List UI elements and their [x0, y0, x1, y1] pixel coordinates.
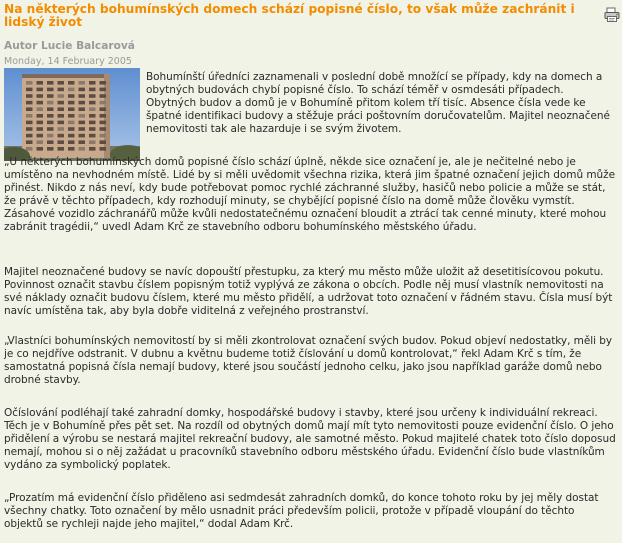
apartment-building-photo — [4, 68, 140, 161]
article-author: Autor Lucie Balcarová — [4, 40, 135, 52]
paragraph-1: Bohumínští úředníci zaznamenali v poslední době množící se případy, kdy na domech a obytných budovách chybí popisné číslo. To schází téměř v osmdesáti případech. Obytných budov a domů je v Bohumíně přitom kolem tří tisíc. Absence čísla vede ke špatné identifikaci budovy a stěžuje práci poštovním doručovatelům. Majitel neoznačené nemovitosti tak ale hazarduje i se svým životem. — [146, 71, 610, 136]
article-title: Na některých bohumínských domech schází popisné číslo, to však může zachránit i lidský život — [4, 2, 575, 29]
print-icon[interactable] — [604, 7, 620, 23]
paragraph-6: „Prozatím má evidenční číslo přiděleno asi sedmdesát zahradních domků, do konce tohoto roku by jej měly dostat všechny chatky. Toto označení by mělo usnadnit práci především policii, protože v případě vloupání do těchto objektů se rychleji najde jeho majitel,“ dodal Adam Krč. — [4, 492, 599, 531]
paragraph-4: „Vlastníci bohumínských nemovitostí by si měli zkontrolovat označení svých budov. Pokud objeví nedostatky, měli by je co nejdříve odstranit. V dubnu a květnu budeme totiž číslování u domů kontrolovat,“ řekl Adam Krč s tím, že samostatná popisná čísla nemají budovy, které jsou součástí jednoho celku, jako jsou například garáže domů nebo drobné stavby. — [4, 335, 613, 387]
paragraph-2: „U některých bohumínských domů popisné číslo schází úplně, někde sice označení je, ale je nečitelné nebo je umístěno na nevhodném místě. Lidé by si měli uvědomit všechna rizika, která jim špatné označení jejich domů může přinést. Nikdo z nás neví, kdy bude potřebovat pomoc rychlé záchranné služby, hasičů nebo policie a může se stát, že právě v těchto případech, kdy rozhodují minuty, se chybějící popisné číslo na domě může člověku vymstít. Zásahové vozidlo záchranářů může kvůli nedostatečnému označení bloudit a ztrácí tak cenné minuty, které mohou zabránit tragédii,“ uvedl Adam Krč ze stavebního odboru bohumínského městského úřadu. — [4, 156, 616, 234]
article-date: Monday, 14 February 2005 — [4, 56, 132, 67]
paragraph-3: Majitel neoznačené budovy se navíc dopouští přestupku, za který mu město může uložit až desetitisícovou pokutu. Povinnost označit stavbu číslem popisným totiž vyplývá ze zákona o obcích. Podle něj musí vlastník nemovitosti na své náklady označit budovu číslem, které mu město přidělí, a udržovat toto označení v řádném stavu. Čísla musí být navíc umístěna tak, aby byla dobře viditelná z veřejného prostranství. — [4, 266, 613, 318]
paragraph-5: Očíslování podléhají také zahradní domky, hospodářské budovy i stavby, které jsou určeny k individuální rekreaci. Těch je v Bohumíně přes pět set. Na rozdíl od obytných domů mají mít tyto nemovitosti pouze evidenční číslo. O jeho přidělení a výrobu se nestará majitel rekreační budovy, ale samotné město. Pokud majitelé chatek toto číslo doposud nemají, mohou si o něj zažádat u pracovníků stavebního odboru městského úřadu. Evidenční číslo bude vlastníkům vydáno za symbolický poplatek. — [4, 407, 616, 472]
